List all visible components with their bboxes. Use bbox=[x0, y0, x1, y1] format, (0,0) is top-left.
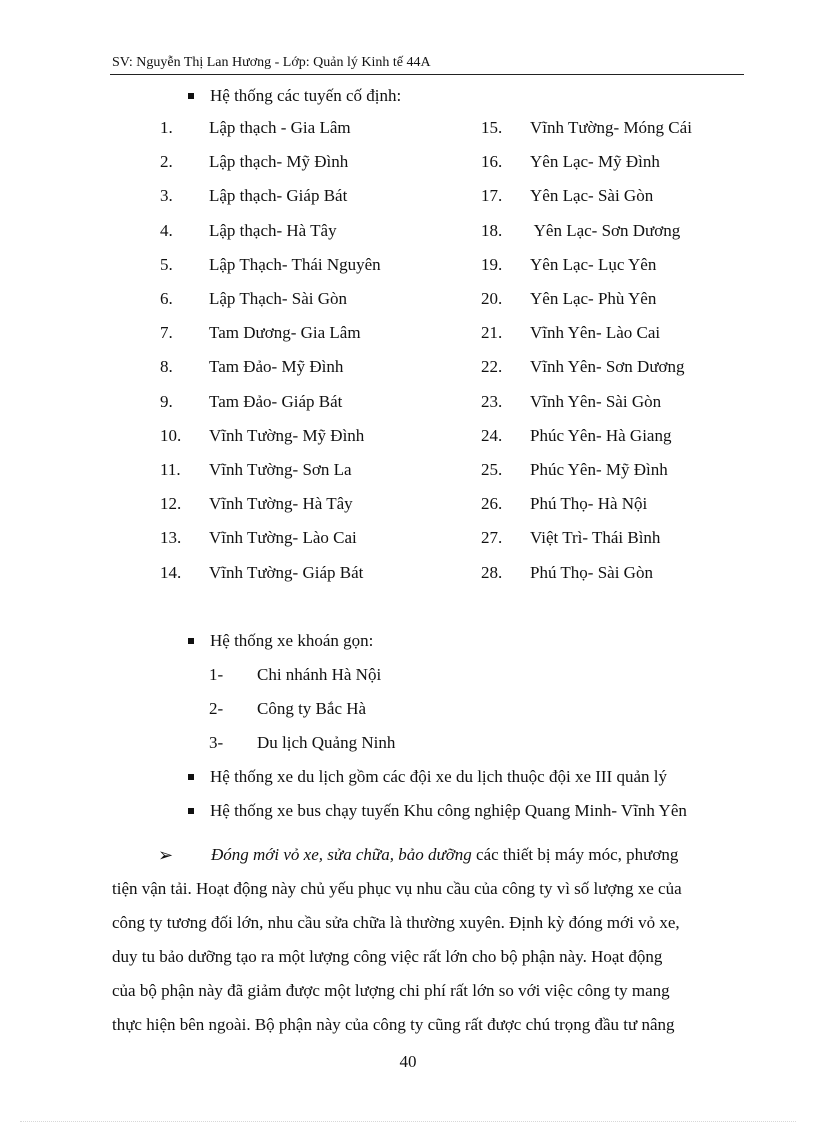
route-name: Yên Lạc- Lục Yên bbox=[530, 254, 657, 274]
route-name: Yên Lạc- Sơn Dương bbox=[530, 220, 681, 240]
route-name: Phú Thọ- Hà Nội bbox=[530, 494, 648, 514]
route-number: 11. bbox=[160, 460, 181, 479]
route-number: 22. bbox=[481, 357, 503, 377]
route-number: 16. bbox=[481, 152, 503, 172]
paragraph-line: công ty tương đối lớn, nhu cầu sửa chữa là thường xuyên. Định kỳ đóng mới vỏ xe, bbox=[112, 913, 680, 932]
route-number: 4. bbox=[160, 220, 173, 240]
contract-item-number: 3- bbox=[209, 733, 224, 752]
route-number: 14. bbox=[160, 562, 182, 582]
tourism-bullet-text: Hệ thống xe du lịch gồm các đội xe du lịch thuộc đội xe III quản lý bbox=[210, 767, 667, 786]
route-name: Tam Đảo- Mỹ Đình bbox=[209, 357, 344, 377]
route-name: Phúc Yên- Hà Giang bbox=[530, 425, 672, 445]
route-name: Vĩnh Yên- Sài Gòn bbox=[530, 391, 662, 411]
route-name: Việt Trì- Thái Bình bbox=[530, 528, 661, 548]
route-name: Lập thạch - Gia Lâm bbox=[209, 118, 351, 137]
route-name: Vĩnh Tường- Giáp Bát bbox=[209, 562, 364, 582]
route-number: 9. bbox=[160, 391, 173, 411]
route-number: 6. bbox=[160, 289, 173, 308]
contract-item-name: Du lịch Quảng Ninh bbox=[257, 733, 396, 752]
route-number: 26. bbox=[481, 494, 503, 514]
route-name: Tam Đảo- Giáp Bát bbox=[209, 391, 343, 411]
route-number: 8. bbox=[160, 357, 173, 377]
route-number: 19. bbox=[481, 254, 503, 274]
contract-item-name: Công ty Bắc Hà bbox=[257, 699, 367, 718]
contract-item-name: Chi nhánh Hà Nội bbox=[257, 665, 382, 684]
bus-bullet-text: Hệ thống xe bus chạy tuyến Khu công nghiệp Quang Minh- Vĩnh Yên bbox=[210, 801, 687, 820]
route-name: Tam Dương- Gia Lâm bbox=[209, 323, 361, 343]
route-name: Vĩnh Tường- Móng Cái bbox=[530, 118, 692, 137]
contract-item-number: 1- bbox=[209, 665, 224, 684]
route-number: 21. bbox=[481, 323, 503, 343]
route-number: 2. bbox=[160, 152, 173, 172]
paragraph-line: thực hiện bên ngoài. Bộ phận này của công ty cũng rất được chú trọng đầu tư nâng bbox=[112, 1015, 675, 1034]
route-number: 3. bbox=[160, 186, 173, 206]
route-number: 1. bbox=[160, 118, 173, 137]
route-name: Vĩnh Tường- Mỹ Đình bbox=[209, 425, 365, 445]
paragraph-line: tiện vận tải. Hoạt động này chủ yếu phục vụ nhu cầu của công ty vì số lượng xe của bbox=[112, 879, 682, 898]
route-number: 24. bbox=[481, 425, 503, 445]
route-name: Vĩnh Tường- Lào Cai bbox=[209, 528, 357, 548]
route-name: Lập thạch- Mỹ Đình bbox=[209, 152, 349, 172]
route-number: 17. bbox=[481, 186, 503, 206]
paragraph-italic-lead: Đóng mới vỏ xe, sửa chữa, bảo dưỡng bbox=[211, 845, 472, 864]
page-header bbox=[110, 54, 744, 75]
route-number: 25. bbox=[481, 460, 503, 479]
route-number: 27. bbox=[481, 528, 503, 548]
route-number: 10. bbox=[160, 425, 182, 445]
header-text: SV: Nguyễn Thị Lan Hương - Lớp: Quản lý Kinh tế 44A bbox=[112, 55, 431, 70]
route-number: 28. bbox=[481, 562, 503, 582]
bullet-square-icon bbox=[188, 774, 194, 780]
route-name: Vĩnh Tường- Hà Tây bbox=[209, 494, 353, 514]
fixed-routes-heading-text: Hệ thống các tuyến cố định: bbox=[210, 86, 402, 105]
route-number: 5. bbox=[160, 254, 173, 274]
route-name: Lập Thạch- Thái Nguyên bbox=[209, 254, 381, 274]
contract-item-number: 2- bbox=[209, 699, 224, 718]
route-name: Phúc Yên- Mỹ Đình bbox=[530, 460, 668, 479]
route-name: Yên Lạc- Sài Gòn bbox=[530, 186, 654, 206]
page-bottom-divider bbox=[20, 1121, 796, 1122]
route-number: 23. bbox=[481, 391, 503, 411]
route-name: Lập thạch- Hà Tây bbox=[209, 220, 337, 240]
route-name: Yên Lạc- Mỹ Đình bbox=[530, 152, 660, 172]
route-number: 7. bbox=[160, 323, 173, 343]
route-name: Lập thạch- Giáp Bát bbox=[209, 186, 348, 206]
route-number: 13. bbox=[160, 528, 182, 548]
page-number: 40 bbox=[399, 1052, 417, 1071]
route-name: Vĩnh Yên- Sơn Dương bbox=[530, 357, 685, 377]
route-number: 20. bbox=[481, 289, 503, 308]
route-name: Phú Thọ- Sài Gòn bbox=[530, 562, 653, 582]
route-number: 18. bbox=[481, 220, 503, 240]
bullet-square-icon bbox=[188, 808, 194, 814]
paragraph-line: của bộ phận này đã giảm được một lượng chi phí rất lớn so với việc công ty mang bbox=[112, 981, 670, 1000]
arrow-bullet-icon: ➢ bbox=[158, 845, 174, 865]
route-number: 15. bbox=[481, 118, 503, 137]
route-name: Vĩnh Yên- Lào Cai bbox=[530, 323, 661, 343]
paragraph-line: duy tu bảo dưỡng tạo ra một lượng công việc rất lớn cho bộ phận này. Hoạt động bbox=[112, 947, 663, 966]
bullet-square-icon bbox=[188, 638, 194, 644]
route-name: Vĩnh Tường- Sơn La bbox=[209, 460, 352, 479]
contract-heading-text: Hệ thống xe khoán gọn: bbox=[210, 631, 374, 650]
route-name: Lập Thạch- Sài Gòn bbox=[209, 289, 348, 308]
bullet-square-icon bbox=[188, 93, 194, 99]
paragraph-first-rest: các thiết bị máy móc, phương bbox=[471, 845, 679, 864]
route-number: 12. bbox=[160, 494, 182, 514]
route-name: Yên Lạc- Phù Yên bbox=[530, 289, 657, 308]
paragraph-first-line bbox=[211, 845, 742, 865]
